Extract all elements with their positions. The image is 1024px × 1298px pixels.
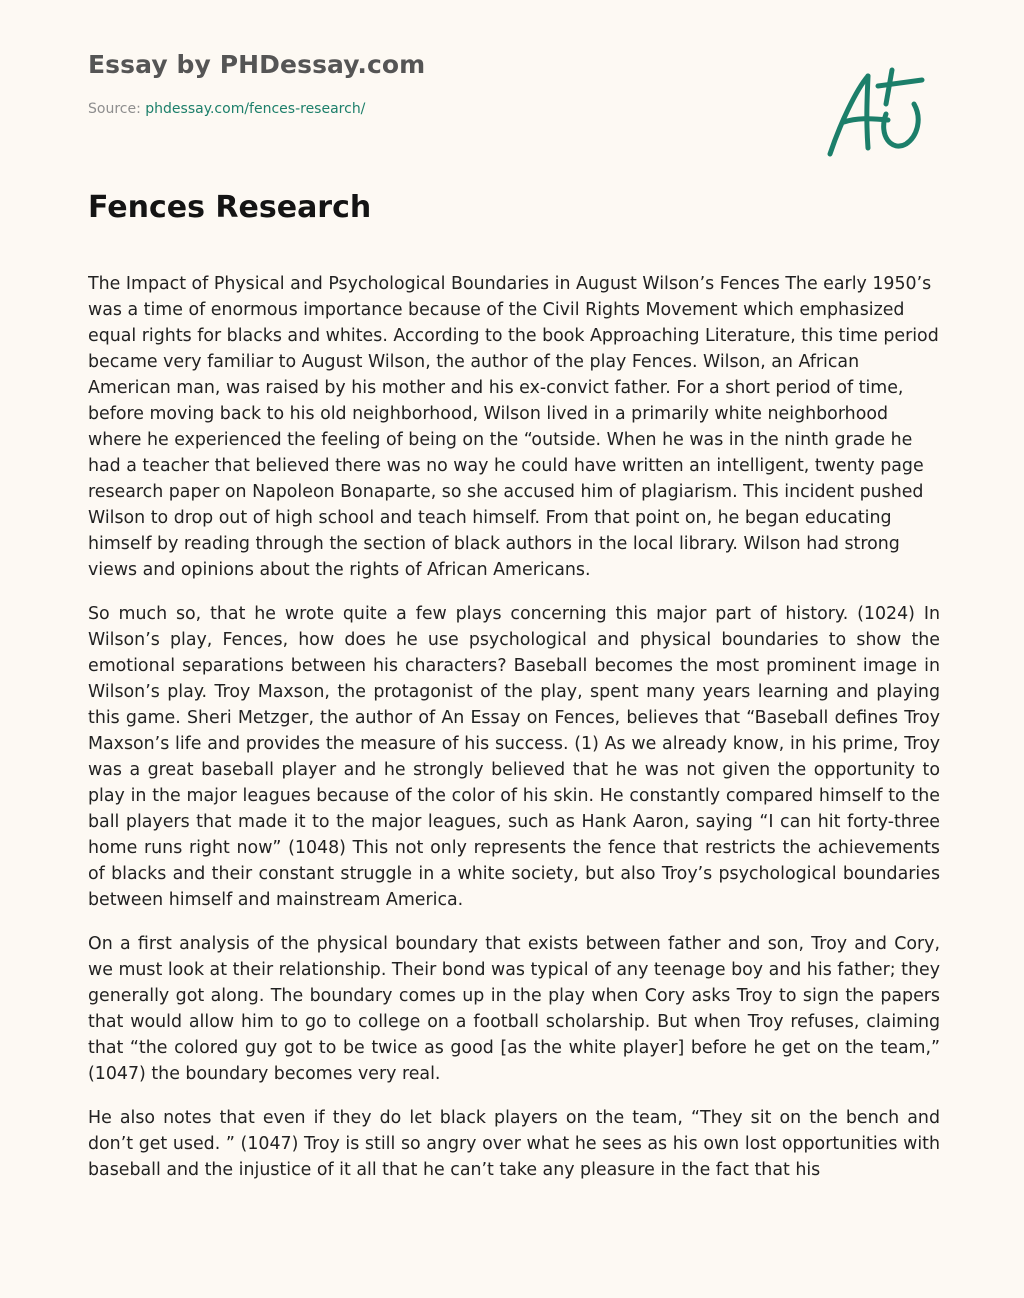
site-title: Essay by PHDessay.com	[88, 50, 426, 79]
source-line	[88, 101, 365, 117]
essay-paragraph: He also notes that even if they do let black players on the team, “They sit on the bench and don’t get used. ” (1047) Troy is still so angry over what he sees as his own lost opportunities with baseball and the injustice of it all that he can’t take any pleasure in the fact that his	[88, 1108, 940, 1180]
source-label: Source:	[88, 101, 141, 117]
essay-title: Fences Research	[88, 190, 372, 225]
source-link[interactable]: phdessay.com/fences-research/	[145, 101, 366, 117]
essay-paragraph: The Impact of Physical and Psychological Boundaries in August Wilson’s Fences The early 1950’s was a time of enormous importance because of the Civil Rights Movement which emphasized equal rights for blacks and whites. According to the book Approaching Literature, this time period became very familiar to August Wilson, the author of the play Fences. Wilson, an African American man, was raised by his mother and his ex-convict father. For a short period of time, before moving back to his old neighborhood, Wilson lived in a primarily white neighborhood where he experienced the feeling of being on the “outside. When he was in the ninth grade he had a teacher that believed there was no way he could have written an intelligent, twenty page research paper on Napoleon Bonaparte, so she accused him of plagiarism. This incident pushed Wilson to drop out of high school and teach himself. From that point on, he began educating himself by reading through the section of black authors in the local library. Wilson had strong views and opinions about the rights of African Americans.	[88, 274, 939, 580]
essay-paragraph: On a first analysis of the physical boundary that exists between father and son, Troy and Cory, we must look at their relationship. Their bond was typical of any teenage boy and his father; they generally got along. The boundary comes up in the play when Cory asks Troy to sign the papers that would allow him to go to college on a football scholarship. But when Troy refuses, claiming that “the colored guy got to be twice as good [as the white player] before he get on the team,” (1047) the boundary becomes very real.	[88, 934, 940, 1084]
a-plus-logo-icon	[822, 62, 932, 162]
essay-paragraph: So much so, that he wrote quite a few plays concerning this major part of history. (1024) In Wilson’s play, Fences, how does he use psychological and physical boundaries to show the emotional separations between his characters? Baseball becomes the most prominent image in Wilson’s play. Troy Maxson, the protagonist of the play, spent many years learning and playing this game. Sheri Metzger, the author of An Essay on Fences, believes that “Baseball defines Troy Maxson’s life and provides the measure of his success. (1) As we already know, in his prime, Troy was a great baseball player and he strongly believed that he was not given the opportunity to play in the major leagues because of the color of his skin. He constantly compared himself to the ball players that made it to the major leagues, such as Hank Aaron, saying “I can hit forty-three home runs right now” (1048) This not only represents the fence that restricts the achievements of blacks and their constant struggle in a white society, but also Troy’s psychological boundaries between himself and mainstream America.	[88, 604, 940, 910]
essay-body	[88, 271, 940, 1251]
a-plus-logo	[822, 62, 932, 162]
